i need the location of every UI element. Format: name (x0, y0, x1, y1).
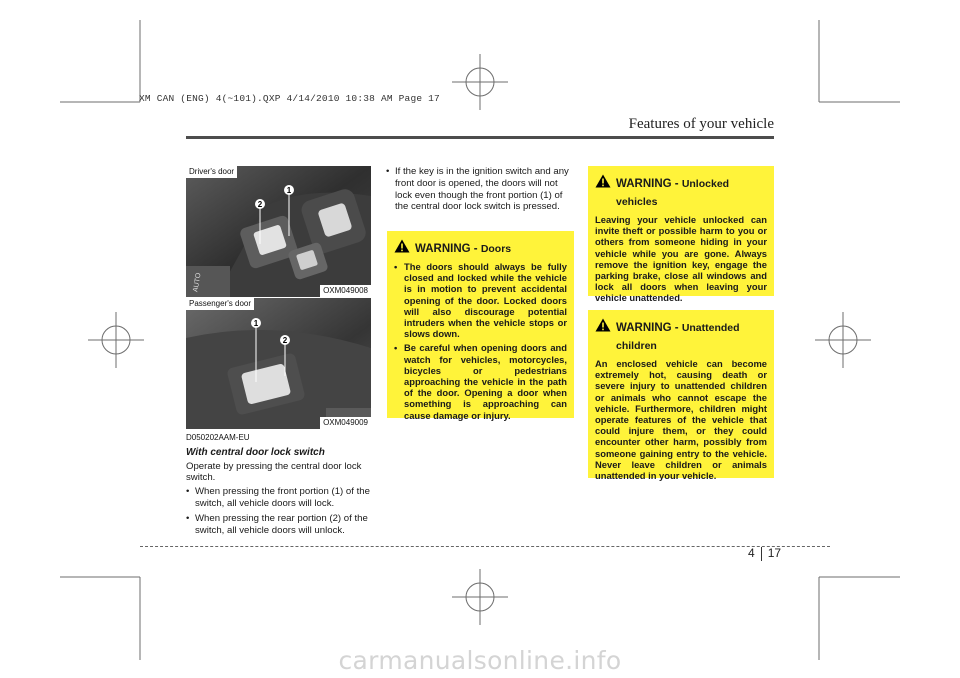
figure-label: Passenger's door (186, 298, 254, 310)
chapter-number: 4 (748, 546, 755, 560)
print-slug: XM CAN (ENG) 4(~101).QXP 4/14/2010 10:38 AM Page 17 (139, 93, 440, 104)
ignition-note (386, 166, 574, 216)
warning-body: An enclosed vehicle can become extremely hot, causing death or severe injury to unattended children or animals who cannot escape the vehicle. Furthermore, children might operate features of the vehicle that could injure them, or they could encounter other harm, possibly from someone gaining entry to the vehicle. Never leave children or animals unattended in your vehicle. (595, 358, 767, 482)
list-item: • When pressing the front portion (1) of the switch, all vehicle doors will lock. (186, 486, 372, 510)
passengers-door-photo (186, 298, 371, 429)
warning-triangle-icon (394, 239, 410, 253)
figure-label: Driver's door (186, 166, 237, 178)
drivers-door-photo (186, 166, 371, 297)
warning-title: WARNING - Unattended children (595, 318, 767, 354)
warning-triangle-icon (595, 174, 611, 188)
page-number-value: 17 (767, 546, 782, 560)
warning-children-box (588, 310, 774, 482)
figure-code: OXM049008 (320, 285, 371, 297)
list-item: • If the key is in the ignition switch and any front door is opened, the doors will not lock even though the front portion (1) of the central door lock switch is pressed. (386, 166, 574, 213)
warning-body: Leaving your vehicle unlocked can invite theft or possible harm to you or others from someone hiding in your vehicle while you are gone. Always remove the ignition key, engage the parking brake, close all windows and lock all doors when leaving your vehicle unattended. (595, 214, 767, 304)
list-item: • Be careful when opening doors and watch for vehicles, motorcycles, bicycles or pedestrians approaching the vehicle in the path of the door. Opening a door when something is approaching can cause damage or injury. (394, 342, 567, 420)
warning-list (394, 261, 567, 421)
callout-2: 2 (257, 200, 263, 209)
section-title: Features of your vehicle (628, 116, 774, 132)
footer-rule (140, 546, 830, 547)
warning-topic: Doors (480, 243, 512, 255)
warning-topic: Unlocked vehicles (616, 178, 730, 208)
warning-triangle-icon (595, 318, 611, 332)
list-item: • The doors should always be fully closed and locked while the vehicle is in motion to prevent accidental opening of the door. Locked doors will also discourage potential intruders when the vehicle stops or slows down. (394, 261, 567, 339)
auto-label: AUTO (192, 272, 203, 293)
bullet-list (186, 486, 372, 536)
warning-title: WARNING - Unlocked vehicles (595, 174, 767, 210)
warning-topic: Unattended children (616, 322, 740, 352)
callout-1: 1 (253, 319, 259, 328)
page-number (748, 546, 781, 561)
warning-unlocked-box (588, 166, 774, 304)
central-lock-section (186, 432, 372, 539)
figure-code: OXM049009 (320, 417, 371, 429)
subheading: With central door lock switch (186, 446, 325, 458)
header-rule (186, 136, 774, 139)
intro-paragraph: Operate by pressing the central door lock switch. (186, 460, 362, 484)
site-watermark: carmanualsonline.info (338, 646, 622, 675)
callout-1: 1 (286, 186, 292, 195)
callout-2: 2 (282, 336, 288, 345)
reference-code: D050202AAM-EU (186, 433, 250, 442)
warning-doors-box (387, 231, 574, 421)
list-item: • When pressing the rear portion (2) of the switch, all vehicle doors will unlock. (186, 513, 372, 537)
warning-title: WARNING - Doors (394, 239, 567, 257)
